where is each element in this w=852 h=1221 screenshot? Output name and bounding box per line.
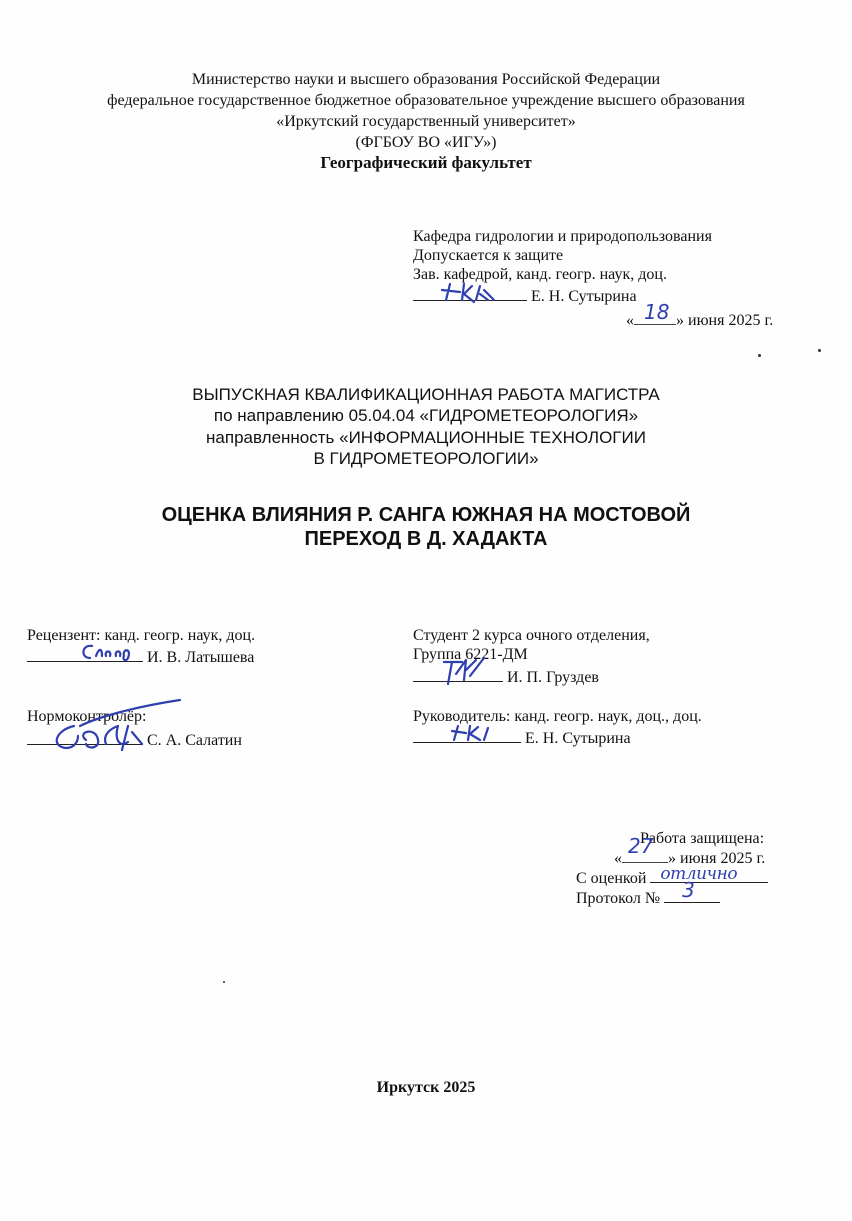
student-group: Группа 6221-ДМ [413, 646, 528, 663]
defense-date: « 27 » июня 2025 г. [614, 834, 766, 867]
normcontrol-name: С. А. Салатин [147, 732, 242, 749]
thesis-title-1: ОЦЕНКА ВЛИЯНИЯ Р. САНГА ЮЖНАЯ НА МОСТОВОЙ [161, 504, 691, 526]
head-position: Зав. кафедрой, канд. геогр. наук, доц. [413, 266, 667, 283]
approval-date: « 18 » июня 2025 г. [626, 300, 774, 329]
thesis-title-2: ПЕРЕХОД В Д. ХАДАКТА [304, 528, 548, 550]
reviewer-label: Рецензент: канд. геогр. наук, доц. [27, 627, 256, 644]
scan-speck [818, 349, 821, 352]
grade-label: С оценкой [576, 870, 647, 887]
normcontrol-signature-icon [40, 696, 220, 754]
student-signature-icon [440, 654, 490, 688]
university-line: «Иркутский государственный университет» [276, 113, 576, 130]
approval-day: 18 [644, 300, 670, 324]
defense-day: 27 [628, 834, 654, 858]
scan-speck [223, 981, 225, 983]
student-label: Студент 2 курса очного отделения, [413, 627, 650, 644]
reviewer-name: И. В. Латышева [147, 649, 255, 666]
department-name: Кафедра гидрологии и природопользования [413, 228, 712, 245]
faculty-name: Географический факультет [320, 153, 532, 172]
head-signature-icon [440, 280, 500, 306]
city-year: Иркутск 2025 [376, 1079, 476, 1096]
protocol-label: Протокол № [576, 890, 661, 907]
defense-protected: Работа защищена: [640, 830, 765, 847]
reviewer-signature-icon [78, 640, 142, 662]
protocol-value: 3 [682, 878, 695, 902]
normcontrol-label: Нормоконтролёр: [27, 708, 147, 725]
ministry-line: Министерство науки и высшего образования Российской Федерации [191, 71, 661, 88]
grade-value: отлично [660, 864, 738, 884]
supervisor-signature-icon [450, 722, 498, 744]
head-name: Е. Н. Сутырина [531, 288, 637, 305]
supervisor-label: Руководитель: канд. геогр. наук, доц., доц. [413, 708, 702, 725]
work-focus-2: В ГИДРОМЕТЕОРОЛОГИИ» [313, 449, 539, 468]
work-direction: по направлению 05.04.04 «ГИДРОМЕТЕОРОЛОГИЯ» [213, 406, 639, 425]
work-type: ВЫПУСКНАЯ КВАЛИФИКАЦИОННАЯ РАБОТА МАГИСТРА [192, 385, 660, 404]
scan-speck [758, 354, 761, 357]
student-name: И. П. Груздев [507, 669, 599, 686]
admitted-label: Допускается к защите [413, 247, 564, 264]
work-focus-1: направленность «ИНФОРМАЦИОННЫЕ ТЕХНОЛОГИИ [206, 428, 646, 447]
university-abbr: (ФГБОУ ВО «ИГУ») [355, 134, 497, 151]
defense-grade-row [576, 864, 768, 889]
supervisor-name: Е. Н. Сутырина [525, 730, 631, 747]
institution-type-line: федеральное государственное бюджетное образовательное учреждение высшего образования [107, 92, 745, 109]
supervisor-signature-row [413, 728, 631, 749]
